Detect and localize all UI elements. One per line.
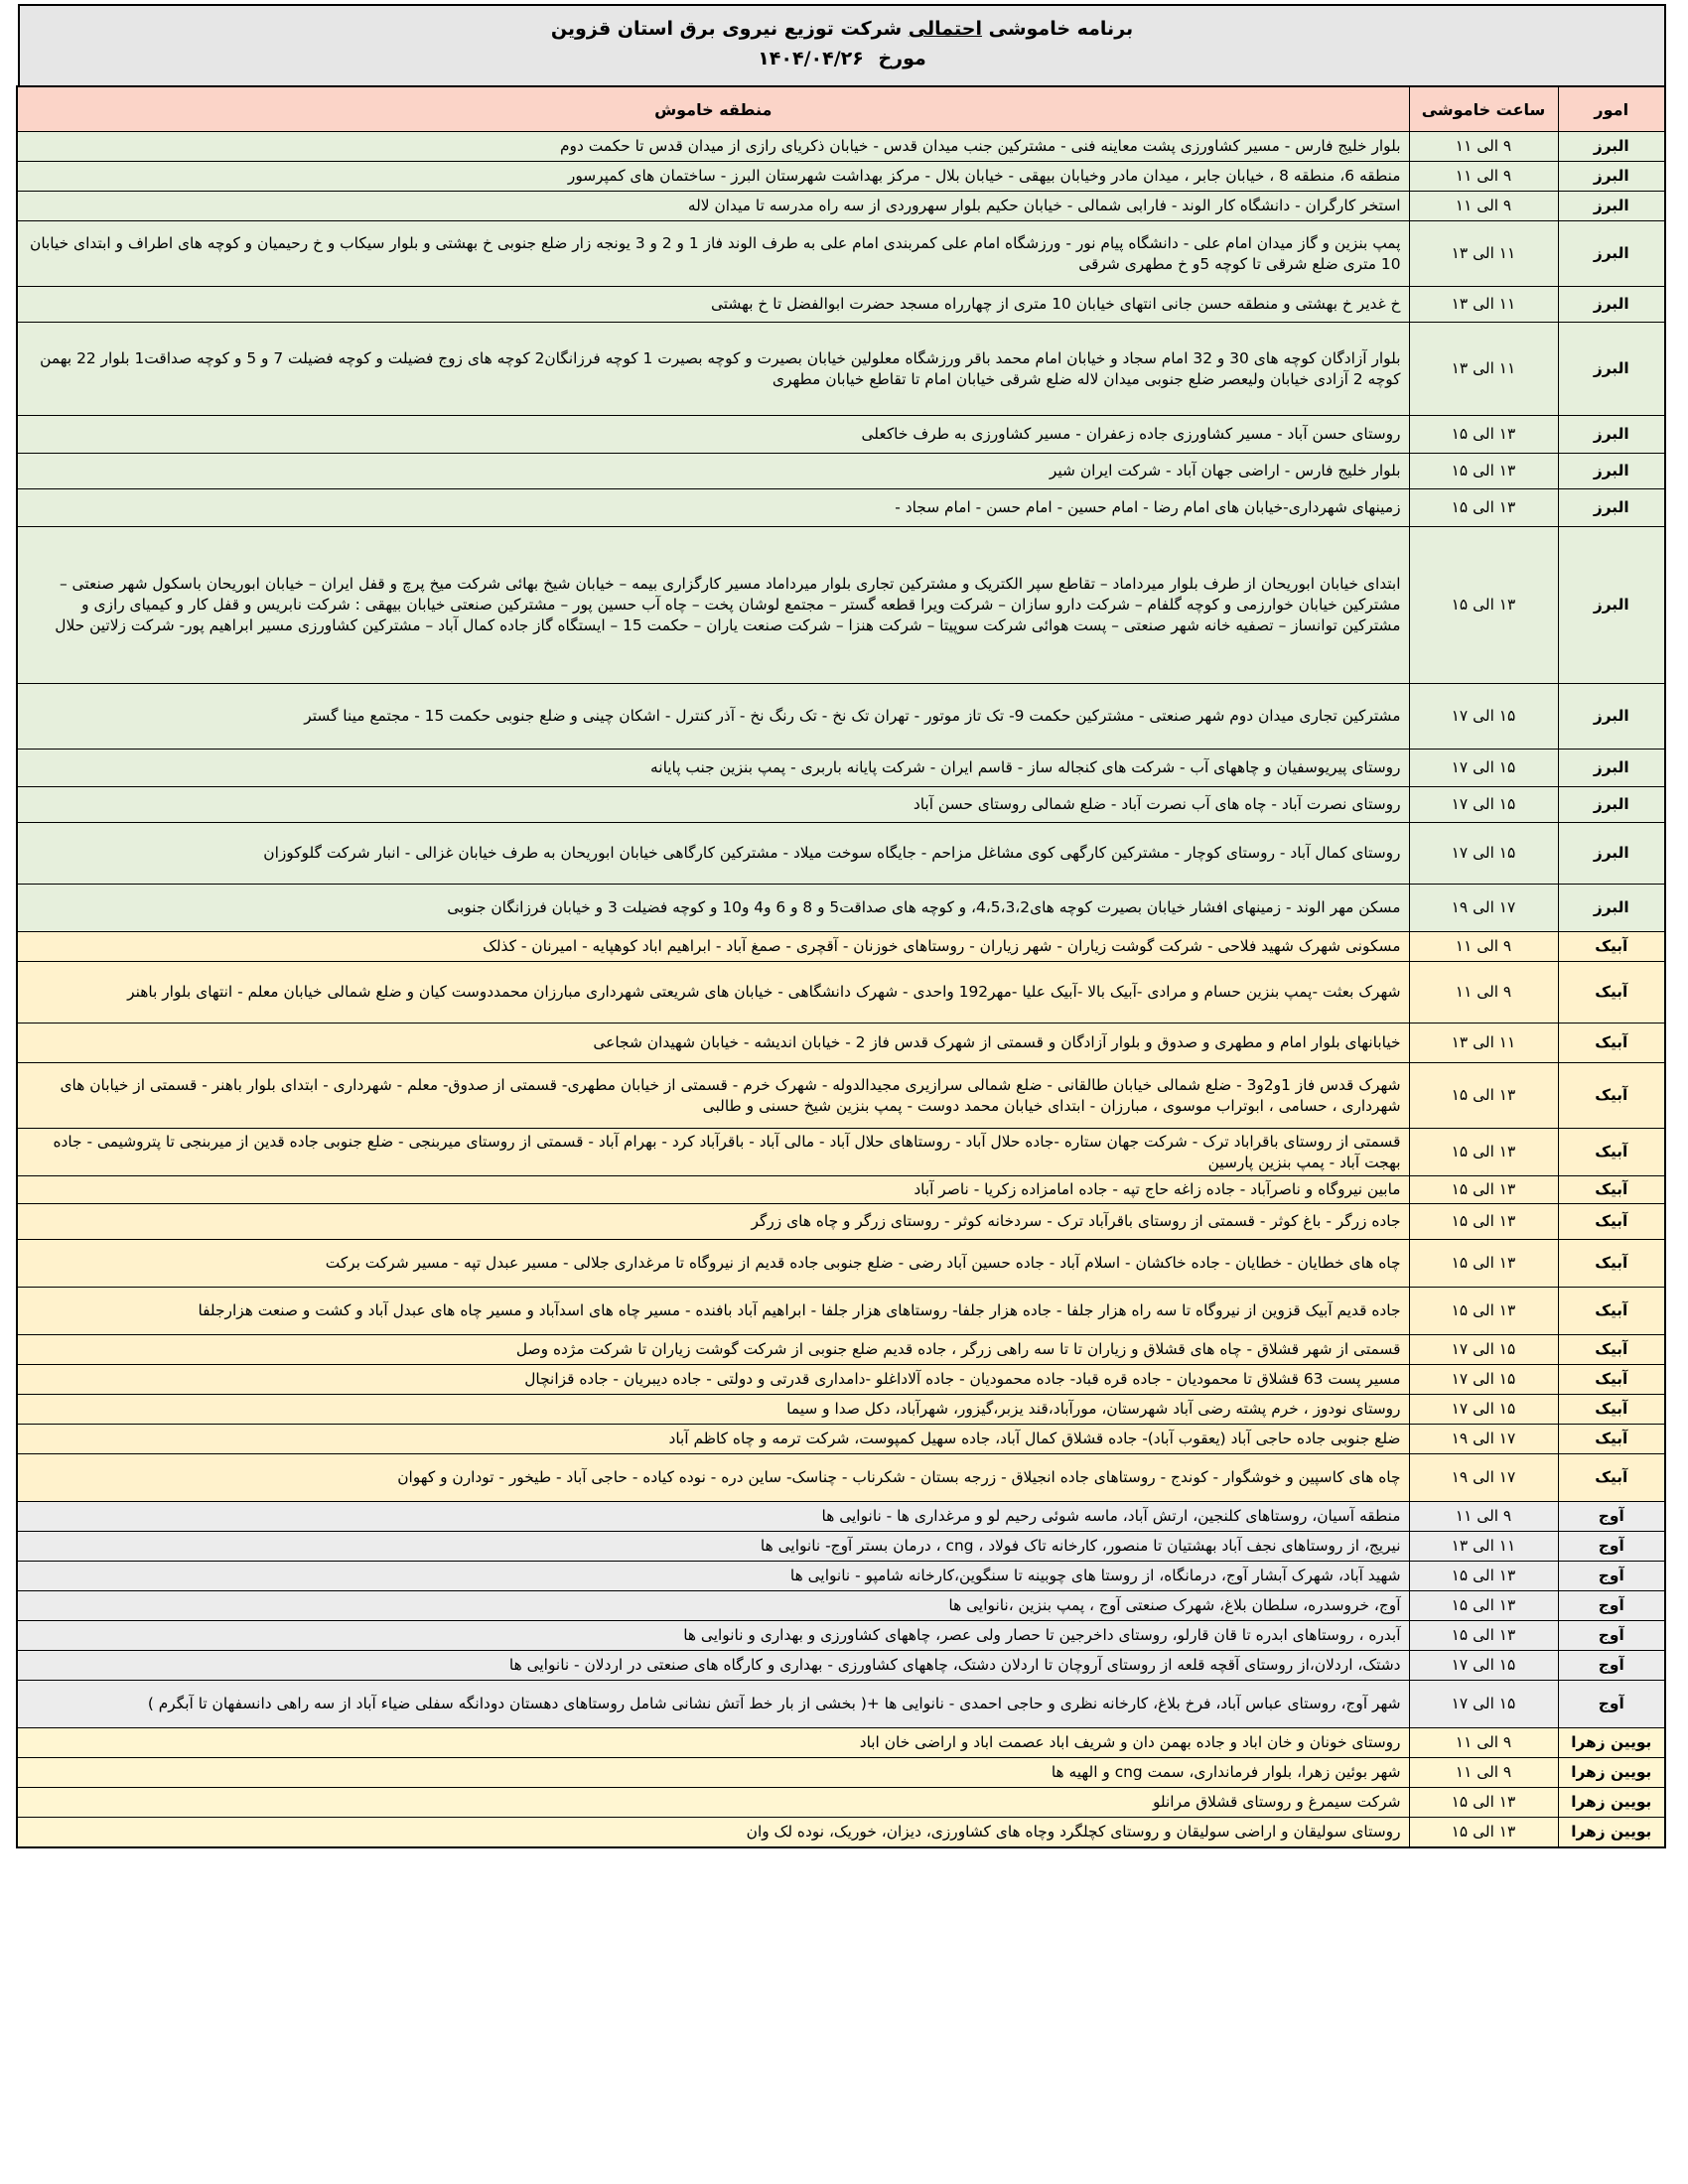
time-cell: ۱۵ الی ۱۷ xyxy=(1409,1651,1558,1681)
area-cell: آوج، خروسدره، سلطان بلاغ، شهرک صنعتی آوج ، پمپ بنزین ،نانوایی ها xyxy=(17,1591,1409,1621)
amor-cell: البرز xyxy=(1558,221,1665,287)
amor-cell: آبیک xyxy=(1558,1335,1665,1365)
time-cell: ۱۵ الی ۱۷ xyxy=(1409,823,1558,885)
table-row xyxy=(17,932,1665,962)
area-cell: روستای نصرت آباد - چاه های آب نصرت آباد - ضلع شمالی روستای حسن آباد xyxy=(17,787,1409,823)
time-cell: ۱۵ الی ۱۷ xyxy=(1409,787,1558,823)
area-cell: روستای نودوز ، خرم پشته رضی آباد شهرستان، مورآباد،قند یزبر،گیزور، شهرآباد، دکل صدا و سیما xyxy=(17,1395,1409,1425)
amor-cell: آبیک xyxy=(1558,1176,1665,1204)
table-row xyxy=(17,1024,1665,1063)
title-pre: برنامه خاموشی xyxy=(988,18,1134,40)
time-cell: ۱۳ الی ۱۵ xyxy=(1409,1818,1558,1847)
area-cell: منطقه آسیان، روستاهای کلنجین، ارتش آباد، ماسه شوئی رحیم لو و مرغداری ها - نانوایی ها xyxy=(17,1502,1409,1532)
amor-cell: آوج xyxy=(1558,1591,1665,1621)
area-cell: شهرک بعثت -پمپ بنزین حسام و مرادی -آبیک بالا -آبیک علیا -مهر192 واحدی - شهرک دانشگاهی - خیابان های شریعتی شهرداری مبارزان محمددوست کیان و ضلع شمالی خیابان معلم - انتهای بلوار باهنر xyxy=(17,962,1409,1024)
area-cell: چاه های خطایان - خطایان - جاده خاکشان - اسلام آباد - جاده حسین آباد رضی - ضلع جنوبی جاده قدیم از نیروگاه تا مرغداری جلالی - مسیر عبدل تپه - مسیر شرکت برکت xyxy=(17,1240,1409,1288)
time-cell: ۹ الی ۱۱ xyxy=(1409,132,1558,162)
time-cell: ۱۱ الی ۱۳ xyxy=(1409,287,1558,323)
area-cell: مسیر پست 63 قشلاق تا محمودیان - جاده قره قباد- جاده محمودیان - جاده آلاداغلو -دامداری قدرتی و دولتی - جاده دیبریان - جاده قزانچال xyxy=(17,1365,1409,1395)
amor-cell: البرز xyxy=(1558,527,1665,684)
time-cell: ۱۷ الی ۱۹ xyxy=(1409,1454,1558,1502)
table-row xyxy=(17,1758,1665,1788)
table-row xyxy=(17,192,1665,221)
area-cell: منطقه 6، منطقه 8 ، خیابان جابر ، میدان مادر وخیابان بیهقی - خیابان بلال - مرکز بهداشت شهرستان البرز - ساختمان های کمپرسور xyxy=(17,162,1409,192)
table-row xyxy=(17,1621,1665,1651)
amor-cell: بویین زهرا xyxy=(1558,1728,1665,1758)
time-cell: ۱۷ الی ۱۹ xyxy=(1409,1425,1558,1454)
table-row xyxy=(17,323,1665,416)
table-row xyxy=(17,1335,1665,1365)
area-cell: بلوار آزادگان کوچه های 30 و 32 امام سجاد و خیابان امام محمد باقر ورزشگاه معلولین خیابان بصیرت و کوچه بصیرت 1 کوچه فرزانگان2 کوچه های زوج فضیلت و کوچه فضیلت 7 و 5 و کوچه صداقت1 بلوار 22 بهمن کوچه 2 آزادی خیابان ولیعصر ضلع جنوبی میدان لاله ضلع شرقی خیابان امام تا تقاطع خیابان مطهری xyxy=(17,323,1409,416)
area-cell: مسکونی شهرک شهید فلاحی - شرکت گوشت زیاران - شهر زیاران - روستاهای خوزنان - آقچری - صمغ آباد - ابراهیم اباد کوهپایه - امیرنان - کذلک xyxy=(17,932,1409,962)
table-row xyxy=(17,684,1665,750)
time-cell: ۹ الی ۱۱ xyxy=(1409,1758,1558,1788)
time-cell: ۱۳ الی ۱۵ xyxy=(1409,489,1558,527)
time-cell: ۱۵ الی ۱۷ xyxy=(1409,684,1558,750)
area-cell: روستای پیریوسفیان و چاههای آب - شرکت های کنجاله ساز - قاسم ایران - شرکت پایانه باربری - پمپ بنزین جنب پایانه xyxy=(17,750,1409,787)
amor-cell: آوج xyxy=(1558,1502,1665,1532)
date-line xyxy=(20,44,1664,73)
table-row xyxy=(17,1425,1665,1454)
table-row xyxy=(17,1502,1665,1532)
table-row xyxy=(17,1395,1665,1425)
time-cell: ۱۵ الی ۱۷ xyxy=(1409,750,1558,787)
time-cell: ۱۱ الی ۱۳ xyxy=(1409,1024,1558,1063)
date-value: ۱۴۰۴/۰۴/۲۶ xyxy=(758,48,864,69)
amor-cell: آبیک xyxy=(1558,1129,1665,1176)
table-row xyxy=(17,162,1665,192)
area-cell: خیابانهای بلوار امام و مطهری و صدوق و بلوار آزادگان و قسمتی از شهرک قدس فاز 2 - خیابان اندیشه - خیابان شهیدان شجاعی xyxy=(17,1024,1409,1063)
table-row xyxy=(17,1176,1665,1204)
table-row xyxy=(17,962,1665,1024)
amor-cell: البرز xyxy=(1558,132,1665,162)
amor-cell: آبیک xyxy=(1558,1288,1665,1335)
area-cell: شهرک قدس فاز 1و2و3 - ضلع شمالی خیابان طالقانی - ضلع شمالی سرازیری مجیدالدوله - شهرک خرم - قسمتی از خیابان مطهری- قسمتی از صدوق- معلم - شهرداری - ابتدای بلوار باهنر - قسمتی از خیابان های شهرداری ، حسامی ، ابوتراب موسوی ، مبارزان - ابتدای خیابان محمد دوست - پمپ بنزین شیخ حسنی و طالبی xyxy=(17,1063,1409,1129)
amor-cell: آبیک xyxy=(1558,1425,1665,1454)
time-cell: ۱۳ الی ۱۵ xyxy=(1409,1204,1558,1240)
table-row xyxy=(17,1651,1665,1681)
title-underlined: احتمالی xyxy=(908,18,982,40)
amor-cell: البرز xyxy=(1558,787,1665,823)
time-cell: ۱۳ الی ۱۵ xyxy=(1409,1063,1558,1129)
amor-cell: البرز xyxy=(1558,416,1665,454)
amor-cell: البرز xyxy=(1558,323,1665,416)
area-cell: چاه های کاسپین و خوشگوار - کوندج - روستاهای جاده انجیلاق - زرجه بستان - شکرناب - چناسک- ساین دره - نوده کیاده - حاجی آباد - طیخور - تودارن و کهوان xyxy=(17,1454,1409,1502)
time-cell: ۱۵ الی ۱۷ xyxy=(1409,1681,1558,1728)
amor-cell: آبیک xyxy=(1558,1063,1665,1129)
area-cell: دشتک، اردلان،از روستای آقچه قلعه از روستای آروچان تا اردلان دشتک، چاههای کشاورزی - بهداری و کارگاه های صنعتی در اردلان - نانوایی ها xyxy=(17,1651,1409,1681)
amor-cell: البرز xyxy=(1558,750,1665,787)
table-row xyxy=(17,823,1665,885)
table-row xyxy=(17,1063,1665,1129)
area-cell: بلوار خلیج فارس - اراضی جهان آباد - شرکت ایران شیر xyxy=(17,454,1409,489)
table-row xyxy=(17,527,1665,684)
amor-cell: بویین زهرا xyxy=(1558,1788,1665,1818)
area-cell: ابتدای خیابان ابوریحان از طرف بلوار میرداماد – تقاطع سپر الکتریک و مشترکین تجاری بلوار میرداماد مسیر کارگزاری بیمه – خیابان شیخ بهائی شرکت میخ پرچ و قفل ایران – خیابان ابوریحان باسکول شهر صنعتی – مشترکین خیابان خوارزمی و کوچه گلفام – شرکت دارو سازان – شرکت ویرا قطعه گستر – مجتمع لوشان پخت – چاه آب حسین پور – مشترکین صنعتی خیابان بیهقی : شرکت نابریس و قفل کار و کیمیای رازی و مشترکین توانساز – تصفیه خانه شهر صنعتی – پست هوائی شرکت سوپیتا – شرکت هنزا – شرکت صنعت یاران – حکمت 15 – ایستگاه گاز جاده کمال آباد – مشترکین کشاورزی مسیر ابراهیم پور- شرکت زلاتین حلال xyxy=(17,527,1409,684)
time-cell: ۹ الی ۱۱ xyxy=(1409,192,1558,221)
amor-cell: آبیک xyxy=(1558,1395,1665,1425)
amor-cell: آبیک xyxy=(1558,932,1665,962)
area-cell: جاده زرگر - باغ کوثر - قسمتی از روستای باقرآباد ترک - سردخانه کوثر - روستای زرگر و چاه های زرگر xyxy=(17,1204,1409,1240)
amor-cell: البرز xyxy=(1558,162,1665,192)
table-row xyxy=(17,787,1665,823)
area-cell: روستای کمال آباد - روستای کوچار - مشترکین کارگهی کوی مشاغل مزاحم - جایگاه سوخت میلاد - مشترکین کارگاهی خیابان ابوریحان به طرف خیابان غزالی - انبار شرکت گلوکوزان xyxy=(17,823,1409,885)
area-cell: روستای حسن آباد - مسیر کشاورزی جاده زعفران - مسیر کشاورزی به طرف خاکعلی xyxy=(17,416,1409,454)
amor-cell: البرز xyxy=(1558,192,1665,221)
area-cell: نیریج، از روستاهای نجف آباد بهشتیان تا منصور، کارخانه تاک فولاد ، cng ، درمان بستر آوج- نانوایی ها xyxy=(17,1532,1409,1562)
area-cell: شهید آباد، شهرک آبشار آوج، درمانگاه، از روستا های چوبینه تا سنگوین،کارخانه شامپو - نانوایی ها xyxy=(17,1562,1409,1591)
date-label: مورخ xyxy=(878,48,926,69)
time-cell: ۱۳ الی ۱۵ xyxy=(1409,416,1558,454)
amor-cell: آوج xyxy=(1558,1621,1665,1651)
table-row xyxy=(17,885,1665,932)
table-row xyxy=(17,454,1665,489)
amor-cell: آبیک xyxy=(1558,1204,1665,1240)
area-cell: شهر بوئین زهرا، بلوار فرمانداری، سمت cng و الهیه ها xyxy=(17,1758,1409,1788)
amor-cell: البرز xyxy=(1558,287,1665,323)
col-header-time: ساعت خاموشی xyxy=(1409,86,1558,132)
amor-cell: البرز xyxy=(1558,489,1665,527)
title-box xyxy=(18,4,1666,85)
title-post: شرکت توزیع نیروی برق استان قزوین xyxy=(550,18,903,40)
table-row xyxy=(17,1240,1665,1288)
area-cell: آبدره ، روستاهای ابدره تا قان قارلو، روستای داخرجین تا حصار ولی عصر، چاههای کشاورزی و بهداری و نانوایی ها xyxy=(17,1621,1409,1651)
table-row xyxy=(17,1532,1665,1562)
time-cell: ۱۱ الی ۱۳ xyxy=(1409,323,1558,416)
time-cell: ۱۳ الی ۱۵ xyxy=(1409,1240,1558,1288)
table-row xyxy=(17,287,1665,323)
table-row xyxy=(17,416,1665,454)
area-cell: مشترکین تجاری میدان دوم شهر صنعتی - مشترکین حکمت 9- تک تاز موتور - تهران تک نخ - تک رنگ نخ - آذر کنترل - اشکان چینی و ضلع جنوبی حکمت 15 - مجتمع مینا گستر xyxy=(17,684,1409,750)
time-cell: ۱۳ الی ۱۵ xyxy=(1409,1288,1558,1335)
amor-cell: آوج xyxy=(1558,1532,1665,1562)
page-title xyxy=(20,6,1664,44)
amor-cell: آوج xyxy=(1558,1651,1665,1681)
area-cell: ضلع جنوبی جاده حاجی آباد (یعقوب آباد)- جاده قشلاق کمال آباد، جاده سهیل کمپوست، شرکت ترمه و چاه کاظم آباد xyxy=(17,1425,1409,1454)
table-row xyxy=(17,1288,1665,1335)
time-cell: ۱۵ الی ۱۷ xyxy=(1409,1395,1558,1425)
amor-cell: آبیک xyxy=(1558,1024,1665,1063)
table-row xyxy=(17,489,1665,527)
area-cell: پمپ بنزین و گاز میدان امام علی - دانشگاه پیام نور - ورزشگاه امام علی کمربندی امام علی به طرف الوند فاز 1 و 2 و 3 یونجه زار ضلع جنوبی خ بهشتی و بلوار سیکاب و خ رحیمیان و کوچه های اطراف و ابتدای خیابان 10 متری ضلع شرقی تا کوچه 5و خ مطهری شرقی xyxy=(17,221,1409,287)
table-row xyxy=(17,1562,1665,1591)
amor-cell: بویین زهرا xyxy=(1558,1758,1665,1788)
area-cell: شرکت سیمرغ و روستای قشلاق مرانلو xyxy=(17,1788,1409,1818)
time-cell: ۹ الی ۱۱ xyxy=(1409,1502,1558,1532)
table-row xyxy=(17,1728,1665,1758)
table-row xyxy=(17,1129,1665,1176)
table-row xyxy=(17,132,1665,162)
table-row xyxy=(17,750,1665,787)
time-cell: ۱۳ الی ۱۵ xyxy=(1409,527,1558,684)
amor-cell: آبیک xyxy=(1558,1240,1665,1288)
area-cell: روستای سولیقان و اراضی سولیقان و روستای کچلگرد وچاه های کشاورزی، دیزان، خوریک، نوده لک وان xyxy=(17,1818,1409,1847)
amor-cell: البرز xyxy=(1558,454,1665,489)
time-cell: ۱۷ الی ۱۹ xyxy=(1409,885,1558,932)
area-cell: بلوار خلیج فارس - مسیر کشاورزی پشت معاینه فنی - مشترکین جنب میدان قدس - خیابان ذکریای رازی از میدان قدس تا حکمت دوم xyxy=(17,132,1409,162)
amor-cell: البرز xyxy=(1558,885,1665,932)
area-cell: خ غدیر خ بهشتی و منطقه حسن جانی انتهای خیابان 10 متری از چهارراه مسجد حضرت ابوالفضل تا خ بهشتی xyxy=(17,287,1409,323)
table-row xyxy=(17,1365,1665,1395)
col-header-amor: امور xyxy=(1558,86,1665,132)
table-body xyxy=(17,132,1665,1847)
time-cell: ۱۳ الی ۱۵ xyxy=(1409,1591,1558,1621)
area-cell: مابین نیروگاه و ناصرآباد - جاده زاغه حاج تپه - جاده امامزاده زکریا - ناصر آباد xyxy=(17,1176,1409,1204)
amor-cell: آبیک xyxy=(1558,1365,1665,1395)
time-cell: ۹ الی ۱۱ xyxy=(1409,1728,1558,1758)
outage-table xyxy=(16,85,1666,1848)
area-cell: جاده قدیم آبیک قزوین از نیروگاه تا سه راه هزار جلفا - جاده هزار جلفا- روستاهای هزار جلفا - ابراهیم آباد بافنده - مسیر چاه های اسدآباد و مسیر چاه های عبدل آباد و کشت و صنعت هزارجلفا xyxy=(17,1288,1409,1335)
time-cell: ۱۱ الی ۱۳ xyxy=(1409,221,1558,287)
time-cell: ۱۳ الی ۱۵ xyxy=(1409,1129,1558,1176)
amor-cell: آبیک xyxy=(1558,962,1665,1024)
table-row xyxy=(17,1454,1665,1502)
time-cell: ۱۳ الی ۱۵ xyxy=(1409,1562,1558,1591)
amor-cell: آبیک xyxy=(1558,1454,1665,1502)
time-cell: ۱۱ الی ۱۳ xyxy=(1409,1532,1558,1562)
table-row xyxy=(17,1591,1665,1621)
area-cell: زمینهای شهرداری-خیابان های امام رضا - امام حسین - امام حسن - امام سجاد - xyxy=(17,489,1409,527)
area-cell: مسکن مهر الوند - زمینهای افشار خیابان بصیرت کوچه های4،5،3،2، و کوچه های صداقت5 و 8 و 6 و4 و10 و کوچه فضیلت 3 و خیابان فرزانگان جنوبی xyxy=(17,885,1409,932)
amor-cell: بویین زهرا xyxy=(1558,1818,1665,1847)
area-cell: روستای خونان و خان اباد و جاده بهمن دان و شریف اباد عصمت اباد و اراضی خان اباد xyxy=(17,1728,1409,1758)
table-row xyxy=(17,1681,1665,1728)
area-cell: قسمتی از شهر قشلاق - چاه های قشلاق و زیاران تا تا سه راهی زرگر ، جاده قدیم ضلع جنوبی از شرکت گوشت زیاران تا شرکت مژده وصل xyxy=(17,1335,1409,1365)
table-header-row xyxy=(17,86,1665,132)
time-cell: ۹ الی ۱۱ xyxy=(1409,932,1558,962)
table-row xyxy=(17,1788,1665,1818)
time-cell: ۱۳ الی ۱۵ xyxy=(1409,1788,1558,1818)
amor-cell: آوج xyxy=(1558,1562,1665,1591)
time-cell: ۱۳ الی ۱۵ xyxy=(1409,1621,1558,1651)
area-cell: قسمتی از روستای باقراباد ترک - شرکت جهان ستاره -جاده حلال آباد - روستاهای حلال آباد - مالی آباد - باقرآباد کرد - بهرام آباد - قسمتی از روستای میربنجی - ضلع جنوبی جاده قدین از میربنجی تا پتروشیمی - جاده بهجت آباد - پمپ بنزین پارسین xyxy=(17,1129,1409,1176)
time-cell: ۱۳ الی ۱۵ xyxy=(1409,1176,1558,1204)
time-cell: ۱۵ الی ۱۷ xyxy=(1409,1365,1558,1395)
area-cell: شهر آوج، روستای عباس آباد، فرخ بلاغ، کارخانه نظری و حاجی احمدی - نانوایی ها +( بخشی از بار خط آتش نشانی شامل روستاهای دهستان دودانگه سفلی ضیاء آباد از سه راهی دانسفهان تا آبگرم ) xyxy=(17,1681,1409,1728)
area-cell: استخر کارگران - دانشگاه کار الوند - فارابی شمالی - خیابان حکیم بلوار سهروردی از سه راه مدرسه تا میدان لاله xyxy=(17,192,1409,221)
table-row xyxy=(17,1818,1665,1847)
time-cell: ۱۵ الی ۱۷ xyxy=(1409,1335,1558,1365)
col-header-area: منطقه خاموش xyxy=(17,86,1409,132)
time-cell: ۹ الی ۱۱ xyxy=(1409,162,1558,192)
amor-cell: آوج xyxy=(1558,1681,1665,1728)
time-cell: ۹ الی ۱۱ xyxy=(1409,962,1558,1024)
schedule-sheet xyxy=(18,4,1666,1848)
table-row xyxy=(17,221,1665,287)
amor-cell: البرز xyxy=(1558,823,1665,885)
table-row xyxy=(17,1204,1665,1240)
time-cell: ۱۳ الی ۱۵ xyxy=(1409,454,1558,489)
amor-cell: البرز xyxy=(1558,684,1665,750)
